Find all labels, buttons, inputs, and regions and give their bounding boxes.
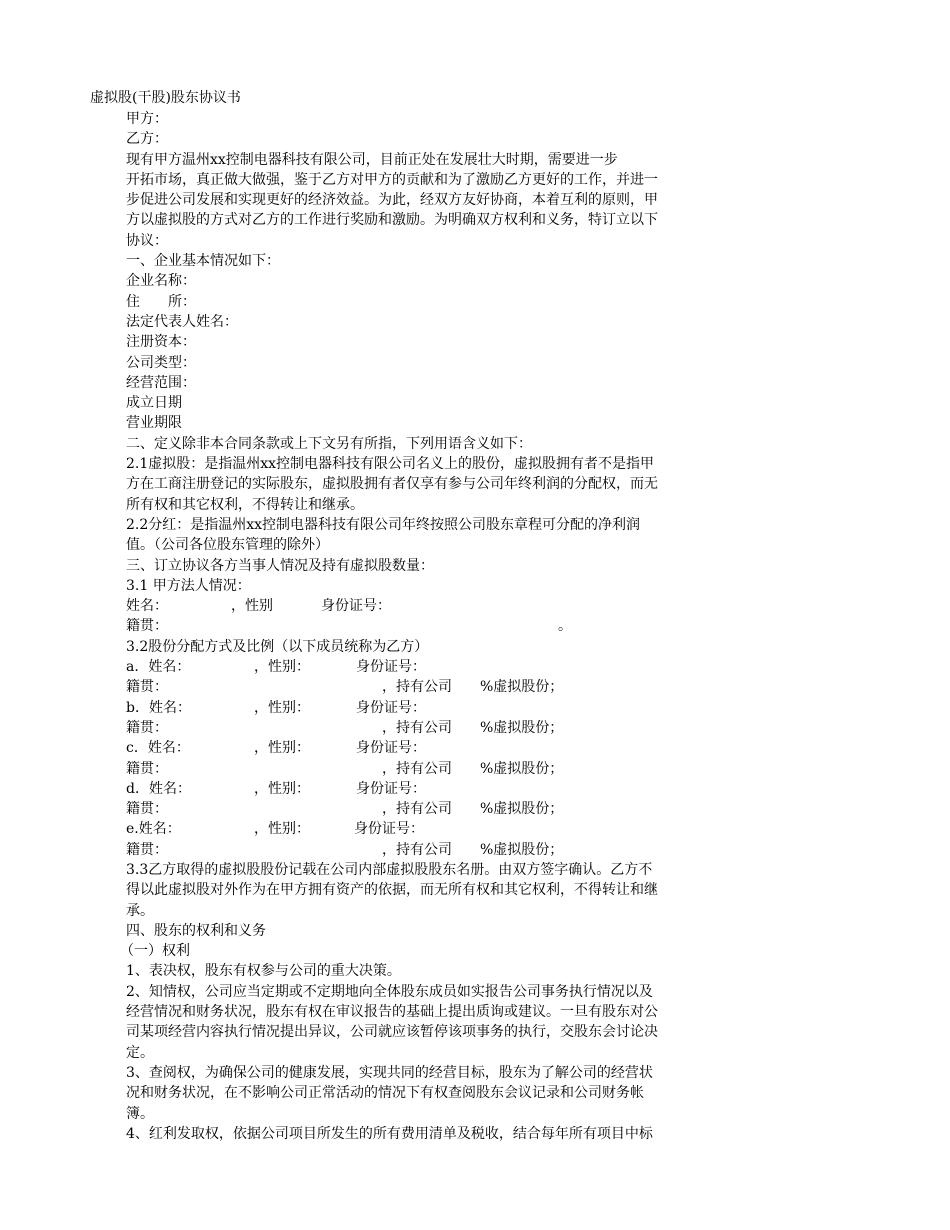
- member-gender-label: ，性别：: [254, 659, 310, 676]
- text-line: 2.2分红：是指温州xx控制电器科技有限公司年终按照公司股东章程可分配的净利润: [126, 516, 641, 533]
- member-holds-label: ，持有公司: [382, 719, 452, 736]
- text-line: 司某项经营内容执行情况提出异议，公司就应该暂停该项事务的执行，交股东会讨论决: [126, 1024, 658, 1041]
- text-line: 3.1 甲方法人情况：: [126, 577, 251, 594]
- member-name-label: a．姓名：: [126, 659, 191, 676]
- member-gender-label: ，性别：: [254, 821, 310, 838]
- text-line: 1、表决权，股东有权参与公司的重大决策。: [126, 963, 401, 980]
- member-id-label: 身份证号：: [356, 659, 426, 676]
- text-line: 2.1虚拟股：是指温州xx控制电器科技有限公司名义上的股份，虚拟股拥有者不是指甲: [126, 456, 655, 473]
- member-pct-label: %虚拟股份；: [480, 760, 564, 777]
- text-line: 公司类型：: [126, 354, 196, 371]
- text-line: 经营情况和财务状况，股东有权在审议报告的基础上提出质询或建议。一旦有股东对公: [126, 1004, 658, 1021]
- member-id-label: 身份证号：: [356, 740, 426, 757]
- text-line: 定。: [126, 1044, 154, 1061]
- text-line: 方在工商注册登记的实际股东，虚拟股拥有者仅享有参与公司年终利润的分配权，而无: [126, 476, 658, 493]
- text-line: 注册资本：: [126, 334, 196, 351]
- text-line: 方以虚拟股的方式对乙方的工作进行奖励和激励。为明确双方权利和义务，特订立以下: [126, 212, 658, 229]
- party-a-row: [126, 596, 726, 616]
- text-line: 经营范围：: [126, 374, 196, 391]
- text-line: 甲方：: [126, 111, 168, 127]
- member-origin-row: [126, 840, 726, 860]
- member-pct-label: %虚拟股份；: [480, 679, 564, 696]
- member-holds-label: ，持有公司: [382, 841, 452, 858]
- member-row: [126, 698, 726, 718]
- text-line: 步促进公司发展和实现更好的经济效益。为此，经双方友好协商，本着互利的原则，甲: [126, 192, 658, 209]
- member-pct-label: %虚拟股份；: [480, 841, 564, 858]
- member-row: [126, 657, 726, 677]
- member-id-label: 身份证号：: [356, 780, 426, 797]
- party-a-end-mark: 。: [558, 618, 572, 635]
- text-line: 3、查阅权，为确保公司的健康发展，实现共同的经营目标，股东为了解公司的经营状: [126, 1064, 653, 1081]
- section-heading: 二、定义除非本合同条款或上下文另有所指，下列用语含义如下：: [126, 435, 532, 452]
- member-gender-label: ，性别：: [254, 740, 310, 757]
- member-name-label: c．姓名：: [126, 740, 190, 757]
- member-origin-row: [126, 677, 726, 697]
- party-a-origin-row: [126, 616, 726, 636]
- member-holds-label: ，持有公司: [382, 679, 452, 696]
- member-pct-label: %虚拟股份；: [480, 719, 564, 736]
- document-title: 虚拟股(干股)股东协议书: [90, 90, 241, 106]
- member-origin-row: [126, 718, 726, 738]
- member-id-label: 身份证号：: [356, 699, 426, 716]
- member-pct-label: %虚拟股份；: [480, 801, 564, 818]
- member-gender-label: ，性别：: [254, 699, 310, 716]
- member-name-label: d．姓名：: [126, 780, 191, 797]
- text-line: 开拓市场，真正做大做强，鉴于乙方对甲方的贡献和为了激励乙方更好的工作，并进一: [126, 171, 658, 188]
- text-line: 3.3乙方取得的虚拟股股份记载在公司内部虚拟股股东名册。由双方签字确认。乙方不: [126, 861, 653, 878]
- text-line: 住 所：: [126, 293, 196, 310]
- party-a-id-label: 身份证号：: [321, 598, 391, 615]
- member-origin-label: 籍贯：: [126, 841, 168, 858]
- member-holds-label: ，持有公司: [382, 801, 452, 818]
- member-origin-label: 籍贯：: [126, 719, 168, 736]
- text-line: 法定代表人姓名：: [126, 313, 238, 330]
- section-heading: 一、企业基本情况如下：: [126, 253, 280, 270]
- member-row: [126, 738, 726, 758]
- text-line: 成立日期: [126, 395, 182, 412]
- member-row: [126, 819, 726, 839]
- text-line: 营业期限: [126, 415, 182, 432]
- subsection-heading: （一）权利: [120, 943, 190, 960]
- text-line: 值。（公司各位股东管理的除外）: [126, 537, 329, 554]
- text-line: 簿。: [126, 1105, 154, 1122]
- document-body: [120, 109, 726, 1144]
- text-line: 协议：: [126, 232, 168, 249]
- text-line: 况和财务状况，在不影响公司正常活动的情况下有权查阅股东会议记录和公司财务帐: [126, 1085, 644, 1102]
- party-a-origin-label: 籍贯：: [126, 618, 168, 635]
- text-line: 企业名称：: [126, 273, 196, 290]
- member-gender-label: ，性别：: [254, 780, 310, 797]
- member-id-label: 身份证号：: [354, 821, 424, 838]
- member-origin-row: [126, 759, 726, 779]
- party-a-name-label: 姓名：: [126, 598, 168, 615]
- party-a-gender-label: ，性别: [231, 598, 273, 615]
- member-origin-label: 籍贯：: [126, 760, 168, 777]
- member-name-label: e.姓名：: [126, 821, 181, 838]
- section-heading: 三、订立协议各方当事人情况及持有虚拟股数量：: [126, 557, 434, 574]
- member-origin-row: [126, 799, 726, 819]
- section-heading: 四、股东的权利和义务: [126, 922, 266, 939]
- text-line: 2、知情权，公司应当定期或不定期地向全体股东成员如实报告公司事务执行情况以及: [126, 983, 653, 1000]
- text-line: 所有权和其它权利，不得转让和继承。: [126, 496, 364, 513]
- text-line: 得以此虚拟股对外作为在甲方拥有资产的依据，而无所有权和其它权利，不得转让和继: [126, 882, 658, 899]
- member-name-label: b．姓名：: [126, 699, 191, 716]
- text-line: 乙方：: [126, 131, 168, 148]
- member-holds-label: ，持有公司: [382, 760, 452, 777]
- member-origin-label: 籍贯：: [126, 801, 168, 818]
- text-line: 4、红利发取权，依据公司项目所发生的所有费用清单及税收，结合每年所有项目中标: [126, 1125, 653, 1142]
- text-line: 现有甲方温州xx控制电器科技有限公司，目前正处在发展壮大时期，需要进一步: [126, 151, 618, 168]
- section-heading: 3.2股份分配方式及比例（以下成员统称为乙方）: [126, 638, 429, 655]
- text-line: 承。: [126, 902, 154, 919]
- member-row: [126, 779, 726, 799]
- member-origin-label: 籍贯：: [126, 679, 168, 696]
